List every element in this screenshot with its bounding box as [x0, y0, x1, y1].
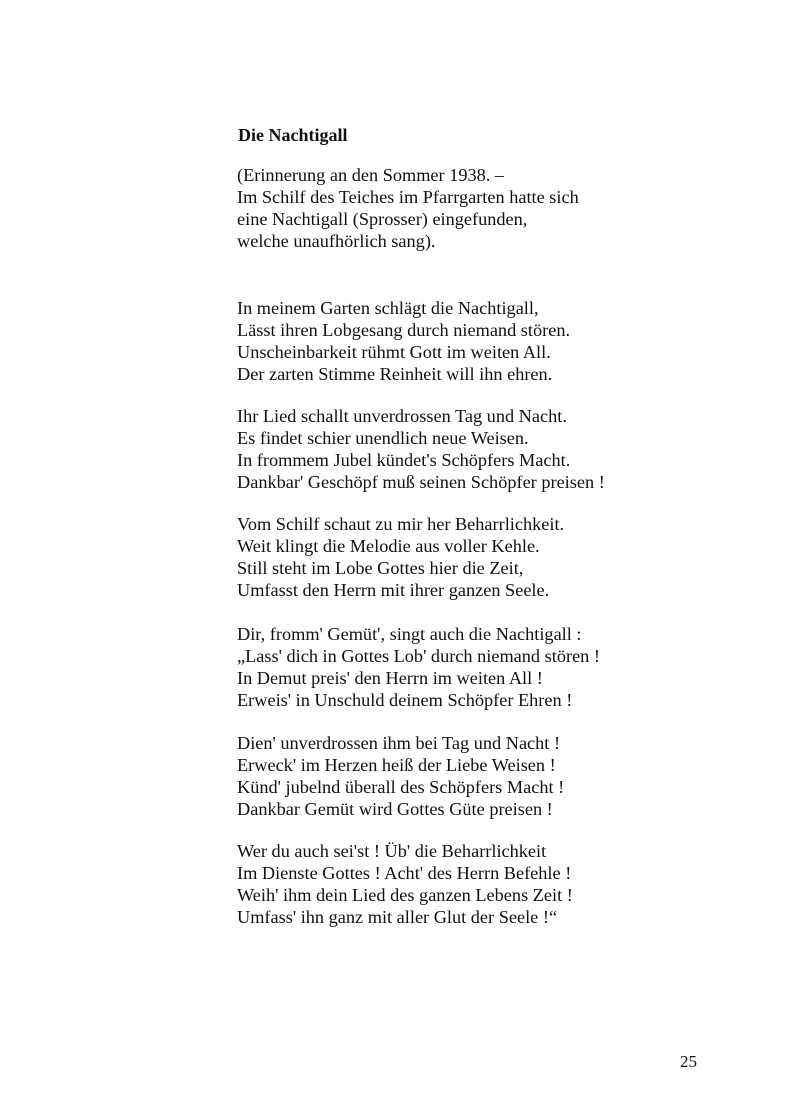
stanza-3: [237, 513, 564, 601]
verse-line: In meinem Garten schlägt die Nachtigall,: [237, 298, 539, 318]
verse-line: Weih' ihm dein Lied des ganzen Lebens Zeit !: [237, 885, 573, 905]
verse-line: Vom Schilf schaut zu mir her Beharrlichkeit.: [237, 514, 565, 534]
verse-line: Ihr Lied schallt unverdrossen Tag und Nacht.: [237, 406, 567, 426]
intro-note: [237, 164, 579, 252]
stanza-4: [237, 623, 600, 711]
verse-line: In Demut preis' den Herrn im weiten All !: [237, 668, 543, 688]
stanza-6: [237, 840, 573, 928]
verse-line: Umfass' ihn ganz mit aller Glut der Seele !“: [237, 907, 558, 927]
verse-line: Es findet schier unendlich neue Weisen.: [237, 428, 529, 448]
verse-line: Unscheinbarkeit rühmt Gott im weiten All.: [237, 342, 551, 362]
verse-line: Lässt ihren Lobgesang durch niemand stören.: [237, 320, 571, 340]
poem-title: Die Nachtigall: [238, 125, 348, 145]
verse-line: „Lass' dich in Gottes Lob' durch niemand stören !: [237, 646, 600, 666]
intro-line: Im Schilf des Teiches im Pfarrgarten hatte sich: [237, 187, 579, 207]
verse-line: Dien' unverdrossen ihm bei Tag und Nacht !: [237, 733, 561, 753]
verse-line: Erweis' in Unschuld deinem Schöpfer Ehren !: [237, 690, 573, 710]
verse-line: Im Dienste Gottes ! Acht' des Herrn Befehle !: [237, 863, 572, 883]
intro-line: eine Nachtigall (Sprosser) eingefunden,: [237, 209, 528, 229]
verse-line: Umfasst den Herrn mit ihrer ganzen Seele.: [237, 580, 550, 600]
page-number: 25: [680, 1052, 697, 1071]
stanza-5: [237, 732, 564, 820]
verse-line: In frommem Jubel kündet's Schöpfers Macht.: [237, 450, 571, 470]
intro-line: welche unaufhörlich sang).: [237, 231, 436, 251]
stanza-2: [237, 405, 605, 493]
verse-line: Dankbar' Geschöpf muß seinen Schöpfer preisen !: [237, 472, 605, 492]
verse-line: Der zarten Stimme Reinheit will ihn ehren.: [237, 364, 553, 384]
verse-line: Erweck' im Herzen heiß der Liebe Weisen !: [237, 755, 556, 775]
verse-line: Dir, fromm' Gemüt', singt auch die Nachtigall :: [237, 624, 582, 644]
stanza-1: [237, 297, 570, 385]
intro-line: (Erinnerung an den Sommer 1938. –: [237, 165, 505, 185]
verse-line: Wer du auch sei'st ! Üb' die Beharrlichkeit: [237, 841, 547, 861]
verse-line: Weit klingt die Melodie aus voller Kehle.: [237, 536, 540, 556]
verse-line: Dankbar Gemüt wird Gottes Güte preisen !: [237, 799, 553, 819]
verse-line: Still steht im Lobe Gottes hier die Zeit,: [237, 558, 524, 578]
verse-line: Künd' jubelnd überall des Schöpfers Macht !: [237, 777, 565, 797]
